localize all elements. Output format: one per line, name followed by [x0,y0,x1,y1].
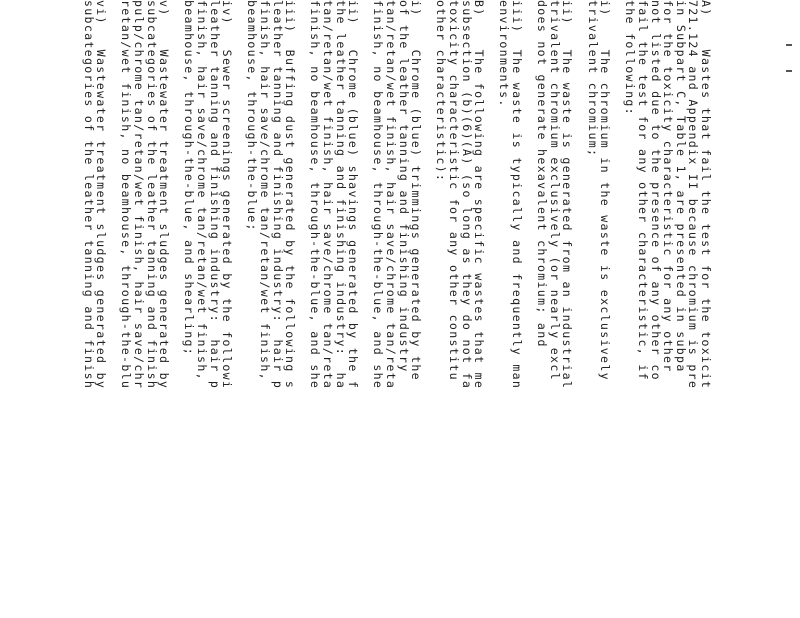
text-line: pulp/chrome tan/retan/wet finish, hair save/chr [132,0,146,390]
text-line: subsection (b)(6)(A) (so long as they do not fa [459,0,474,390]
text-line: trivalent chromium exclusively (or nearly excl [547,0,562,381]
text-line: the following: [623,0,638,116]
text-line: finish, hair save/chrome tan/retan/wet finish, [195,0,209,381]
text-line: 721.124 and Appendix II because chromium is pre [686,0,701,390]
text-line: finish, hair save/chrome tan/retan/wet finish, [258,0,272,381]
text-line: in Subpart C, Table 1, are presented in subpa [673,0,688,373]
text-line: iv) Sewer screenings generated by the followi [220,0,235,390]
text-line: subcategories of the leather tanning and finish [81,0,96,390]
scan-mark [786,70,792,72]
text-line: beamhouse, through-the-blue; [245,0,260,232]
text-line: finish, no beamhouse, through-the-blue, and she [308,0,323,390]
text-line: tan/retan/wet finish, hair save/chrome tan/reta [384,0,398,390]
text-line: other characteristic): [434,0,449,183]
text-line: of the leather tanning and finishing industry [396,0,411,373]
text-line: A) Wastes that fail the test for the toxicit [699,0,713,390]
rotated-text-block [81,0,713,618]
text-line: finish, no beamhouse, through-the-blue, and she [371,0,386,390]
text-line: fail the test for any other characteristic, if [636,0,650,381]
text-line: v) Wastewater treatment sludges generated by [157,0,172,390]
text-line: trivalent chromium; [585,0,600,158]
text-line: iii) The waste is typically and frequently man [510,0,524,390]
text-line: toxicity characteristic for any other constitu [447,0,461,381]
text-line: the leather tanning and finishing industry: ha [333,0,348,390]
text-line: ii) The waste is generated from an industrial [560,0,575,390]
text-line: leather tanning and finishing industry: hair p [270,0,285,390]
text-line: ii) Chrome (blue) shavings generated by the f [346,0,361,390]
text-line: retan/wet finish, no beamhouse, through-the-blu [119,0,134,390]
text-line: leather tanning and finishing industry: hair p [207,0,222,390]
text-line: for the toxicity characteristic for any other [661,0,676,373]
text-line: does not generate hexavalent chromium; and [535,0,550,348]
text-line: B) The following are specific wastes that me [472,0,487,390]
text-line: environments. [497,0,512,108]
text-line: beamhouse, through-the-blue, and shearling; [182,0,197,357]
scan-mark [786,44,792,46]
text-line: tan/retan/wet finish, hair save/chrome tan/reta [321,0,335,390]
text-line: iii) Buffing dust generated by the following s [283,0,298,390]
text-line: not listed due to the presence of any other co [648,0,663,381]
text-line: vi) Wastewater treatment sludges generated by [94,0,109,390]
text-line: i) The chromium in the waste is exclusively [598,0,613,381]
text-line: i) Chrome (blue) trimmings generated by the [409,0,424,381]
text-line: subcategories of the leather tanning and finish [144,0,159,390]
